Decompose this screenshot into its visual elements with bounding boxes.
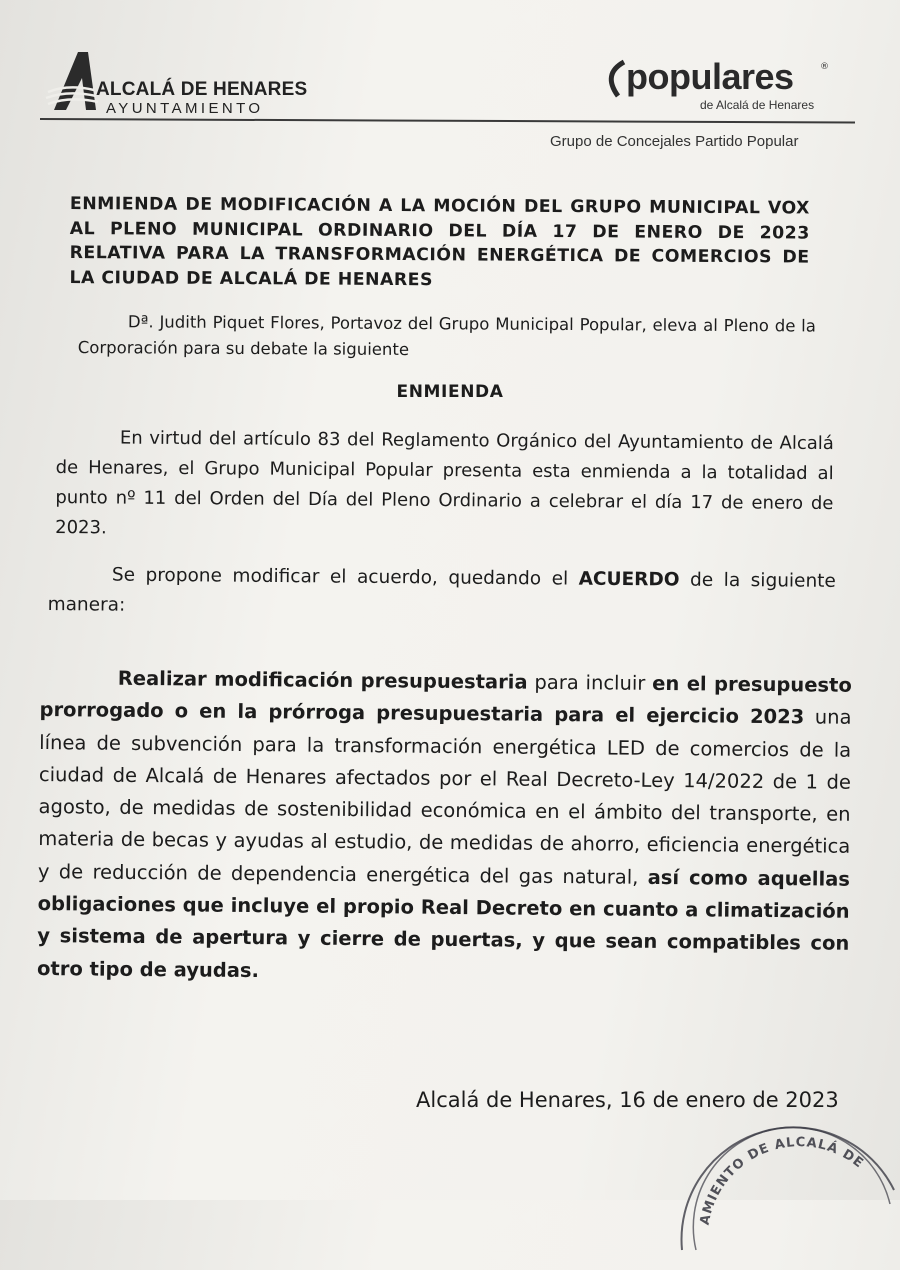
agreement-text-1: para incluir bbox=[527, 670, 653, 695]
logo-line-city: ALCALÁ DE HENARES bbox=[96, 79, 308, 100]
logo-line-ayuntamiento: AYUNTAMIENTO bbox=[106, 100, 264, 117]
official-seal bbox=[668, 1120, 900, 1270]
seal-text: AMIENTO DE ALCALÁ DE bbox=[697, 1135, 867, 1227]
seal-stamp-icon bbox=[668, 1120, 900, 1270]
paragraph-legal-basis bbox=[55, 423, 834, 549]
paragraph-legal-basis-text: En virtud del artículo 83 del Reglamento Orgánico del Ayuntamiento de Alcalá de Henares, el Grupo Municipal Popular presenta esta enmienda a la totalidad al punto nº 11 del Orden del Día del Pleno Ordinario a celebrar el día 17 de enero de 2023. bbox=[55, 427, 834, 539]
populares-brand: populares bbox=[626, 56, 794, 97]
document-title: ENMIENDA DE MODIFICACIÓN A LA MOCIÓN DEL GRUPO MUNICIPAL VOX AL PLENO MUNICIPAL ORDINARIO DEL DÍA 17 DE ENERO DE 2023 RELATIVA PARA LA TRANSFORMACIÓN ENERGÉTICA DE COMERCIOS DE LA CIUDAD DE ALCALÁ DE HENARES bbox=[69, 193, 810, 290]
populares-logo bbox=[598, 56, 848, 118]
ayuntamiento-logo bbox=[44, 48, 308, 120]
registered-mark: ® bbox=[820, 62, 829, 72]
populares-subtitle: de Alcalá de Henares bbox=[700, 98, 815, 112]
proposal-text-b: de la siguiente manera: bbox=[47, 569, 836, 616]
agreement-bold-2: en el presupuesto prorrogado o en la prórroga presupuestaria para el ejercicio 2023 bbox=[39, 671, 852, 729]
proposal-text-a: Se propone modificar el acuerdo, quedando el bbox=[111, 564, 579, 590]
svg-text:AMIENTO DE ALCALÁ DE bbox=[698, 1135, 867, 1226]
header-divider bbox=[40, 118, 855, 124]
group-line: Grupo de Concejales Partido Popular bbox=[550, 133, 799, 150]
paragraph-proposal bbox=[47, 560, 835, 627]
intro-text: Dª. Judith Piquet Flores, Portavoz del Grupo Municipal Popular, eleva al Pleno de la Corporación para su debate la siguiente bbox=[77, 312, 816, 360]
agreement-bold-1: Realizar modificación presupuestaria bbox=[117, 666, 528, 694]
intro-paragraph bbox=[78, 309, 816, 366]
paragraph-agreement bbox=[37, 662, 852, 993]
agreement-bold-3: así como aquellas obligaciones que incluye el propio Real Decreto en cuanto a climatización y sistema de apertura y cierre de puertas, y que sean compatibles con otro tipo de ayudas. bbox=[36, 865, 851, 982]
proposal-bold-acuerdo: ACUERDO bbox=[578, 568, 680, 591]
enmienda-heading: ENMIENDA bbox=[396, 382, 504, 402]
agreement-text-2: una línea de subvención para la transformación energética LED de comercios de la ciudad de Alcalá de Henares afectados por el Real Decreto-Ley 14/2022 de 1 de agosto, de medidas de sostenibilidad económica en el ámbito del transporte, en materia de becas y ayudas al estudio, de medidas de ahorro, eficiencia energética y de reducción de dependencia energética del gas natural, bbox=[37, 705, 852, 889]
date-line: Alcalá de Henares, 16 de enero de 2023 bbox=[416, 1088, 839, 1112]
populares-arc-icon bbox=[598, 56, 628, 100]
